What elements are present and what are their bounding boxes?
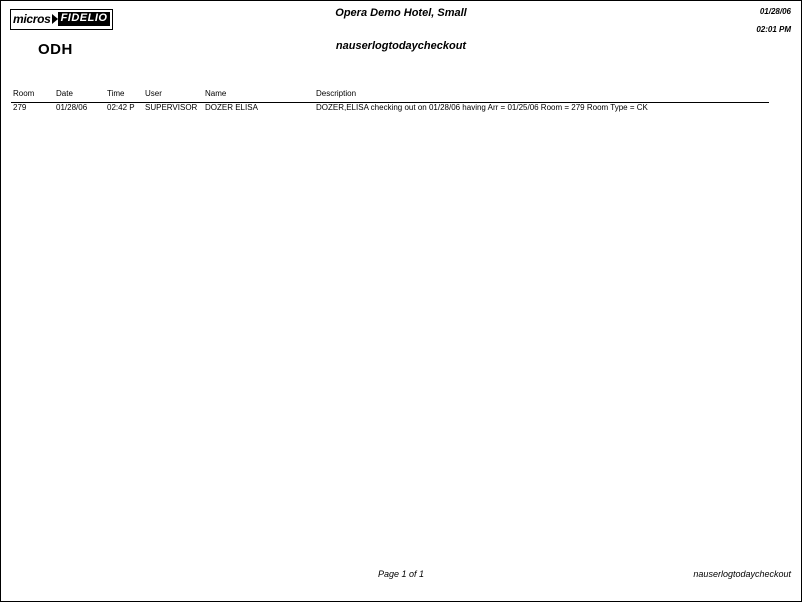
column-header-name: Name (205, 89, 227, 98)
column-header-room: Room (13, 89, 35, 98)
cell-date: 01/28/06 (56, 103, 88, 112)
table-header-row (11, 89, 769, 102)
page-number: Page 1 of 1 (377, 569, 425, 579)
print-time: 02:01 PM (756, 25, 791, 34)
report-title: nauserlogtodaycheckout (335, 40, 467, 52)
table-row (11, 103, 769, 122)
print-date: 01/28/06 (759, 7, 791, 16)
column-header-time: Time (107, 89, 125, 98)
cell-description: DOZER,ELISA checking out on 01/28/06 having Arr = 01/25/06 Room = 279 Room Type = CK (316, 103, 648, 112)
user-log-table (11, 89, 769, 122)
fidelio-wordmark: FIDELIO (58, 12, 111, 26)
cell-time: 02:42 P (107, 103, 135, 112)
cell-room: 279 (13, 103, 27, 112)
column-header-user: User (145, 89, 162, 98)
cell-user: SUPERVISOR (145, 103, 198, 112)
hotel-code: ODH (38, 41, 73, 58)
hotel-name: Opera Demo Hotel, Small (335, 7, 467, 19)
micros-wordmark: micros (13, 11, 51, 26)
cell-name: DOZER ELISA (205, 103, 258, 112)
column-header-description: Description (316, 89, 357, 98)
footer-report-name: nauserlogtodaycheckout (693, 569, 791, 579)
column-header-date: Date (56, 89, 73, 98)
